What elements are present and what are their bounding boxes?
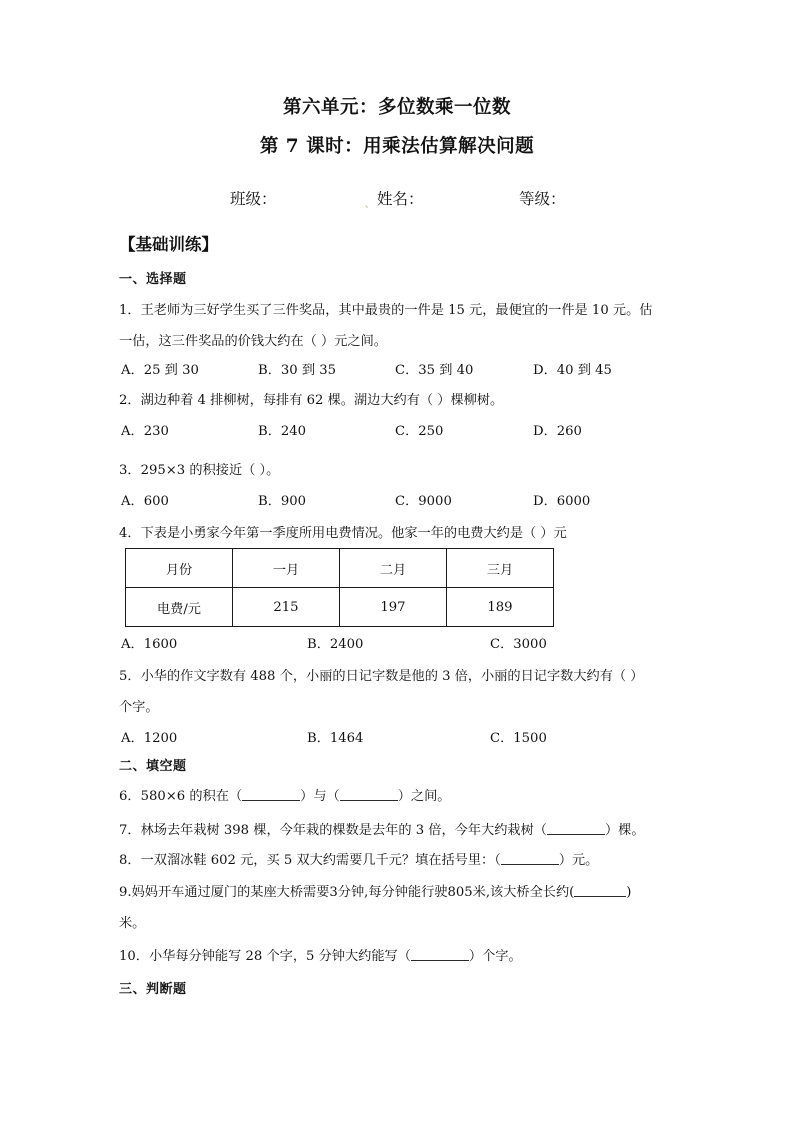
question-8-part-2: ）元。: [558, 853, 599, 868]
table-row-values: [126, 588, 554, 627]
answer-blank[interactable]: [411, 948, 469, 961]
answer-blank[interactable]: [501, 852, 559, 865]
question-1-options: [119, 362, 675, 380]
table-row-header: [126, 549, 554, 588]
question-7: [119, 822, 645, 839]
table-cell-fee-jan: 215: [233, 588, 340, 627]
question-3-line-1: 3．295×3 的积接近（ ）。: [119, 463, 280, 478]
answer-blank[interactable]: [574, 884, 626, 897]
question-9-line-1: [119, 884, 631, 901]
question-9-part-1: 9.妈妈开车通过厦门的某座大桥需要3分钟,每分钟能行驶805米,该大桥全长约(: [119, 885, 575, 900]
question-7-part-2: ）棵。: [604, 823, 645, 838]
option-a[interactable]: A．230: [121, 424, 169, 439]
question-4-options: [119, 636, 675, 654]
question-1-line-2: 一估，这三件奖品的价钱大约在（ ）元之间。: [119, 334, 387, 349]
table-cell-month-jan: 一月: [233, 549, 340, 588]
question-10-part-1: 10．小华每分钟能写 28 个字，5 分钟大约能写（: [119, 949, 411, 964]
option-b[interactable]: B．30 到 35: [258, 363, 337, 378]
student-info-line: [119, 188, 675, 210]
option-c[interactable]: C．35 到 40: [395, 363, 474, 378]
heading-basic-training: 【基础训练】: [119, 235, 218, 254]
question-6-part-1: 6．580×6 的积在（: [119, 789, 243, 804]
answer-blank[interactable]: [340, 788, 398, 801]
table-cell-fee-mar: 189: [447, 588, 554, 627]
question-2-line-1: 2．湖边种着 4 排柳树，每排有 62 棵。湖边大约有（ ）棵柳树。: [119, 393, 504, 408]
option-d[interactable]: D．40 到 45: [533, 363, 612, 378]
heading-section-fill-blank: 二、填空题: [119, 759, 187, 774]
option-b[interactable]: B．240: [258, 424, 307, 439]
option-b[interactable]: B．900: [258, 494, 307, 509]
option-c[interactable]: C．9000: [395, 494, 452, 509]
option-a[interactable]: A．1600: [121, 637, 178, 652]
stray-mark: 、: [365, 200, 375, 210]
option-a[interactable]: A．25 到 30: [121, 363, 199, 378]
option-a[interactable]: A．600: [121, 494, 169, 509]
grade-label: 等级：: [519, 190, 566, 208]
question-10-part-2: ）个字。: [468, 949, 522, 964]
electricity-fee-table: [125, 548, 554, 627]
question-10: [119, 948, 522, 965]
question-4-line-1: 4．下表是小勇家今年第一季度所用电费情况。他家一年的电费大约是（ ）元: [119, 526, 567, 541]
option-d[interactable]: D．260: [533, 424, 582, 439]
option-c[interactable]: C．1500: [490, 731, 547, 746]
class-label: 班级：: [230, 190, 277, 208]
heading-section-true-false: 三、判断题: [119, 982, 187, 997]
option-c[interactable]: C．250: [395, 424, 444, 439]
question-6-part-3: ）之间。: [397, 789, 451, 804]
answer-blank[interactable]: [547, 822, 605, 835]
answer-blank[interactable]: [242, 788, 300, 801]
question-6-part-2: ）与（: [300, 789, 340, 804]
question-8-part-1: 8．一双溜冰鞋 602 元，买 5 双大约需要几千元？填在括号里：（: [119, 853, 501, 868]
table-cell-month-label: 月份: [126, 549, 233, 588]
table-cell-fee-label: 电费/元: [126, 588, 233, 627]
heading-section-choice: 一、选择题: [119, 272, 187, 287]
question-1-line-1: 1．王老师为三好学生买了三件奖品，其中最贵的一件是 15 元，最便宜的一件是 10 元。估: [119, 303, 653, 318]
table-cell-month-mar: 三月: [447, 549, 554, 588]
question-6: [119, 788, 450, 805]
question-9-part-2: ): [626, 885, 632, 900]
table-cell-fee-feb: 197: [340, 588, 447, 627]
option-b[interactable]: B．1464: [307, 731, 364, 746]
document-title-unit: 第六单元：多位数乘一位数: [282, 97, 511, 118]
question-2-options: [119, 423, 675, 441]
table-cell-month-feb: 二月: [340, 549, 447, 588]
question-5-options: [119, 730, 675, 748]
name-label: 姓名：: [377, 190, 424, 208]
option-b[interactable]: B．2400: [307, 637, 364, 652]
document-title-lesson: 第 7 课时：用乘法估算解决问题: [259, 136, 535, 157]
question-8: [119, 852, 598, 869]
option-c[interactable]: C．3000: [490, 637, 547, 652]
question-3-options: [119, 493, 675, 511]
option-d[interactable]: D．6000: [533, 494, 591, 509]
option-a[interactable]: A．1200: [121, 731, 178, 746]
question-9-line-2: 米。: [119, 916, 146, 931]
question-5-line-2: 个字。: [119, 700, 159, 715]
question-7-part-1: 7．林场去年栽树 398 棵，今年栽的棵数是去年的 3 倍，今年大约栽树（: [119, 823, 547, 838]
question-5-line-1: 5．小华的作文字数有 488 个，小丽的日记字数是他的 3 倍，小丽的日记字数大约有（ ）: [119, 669, 644, 684]
